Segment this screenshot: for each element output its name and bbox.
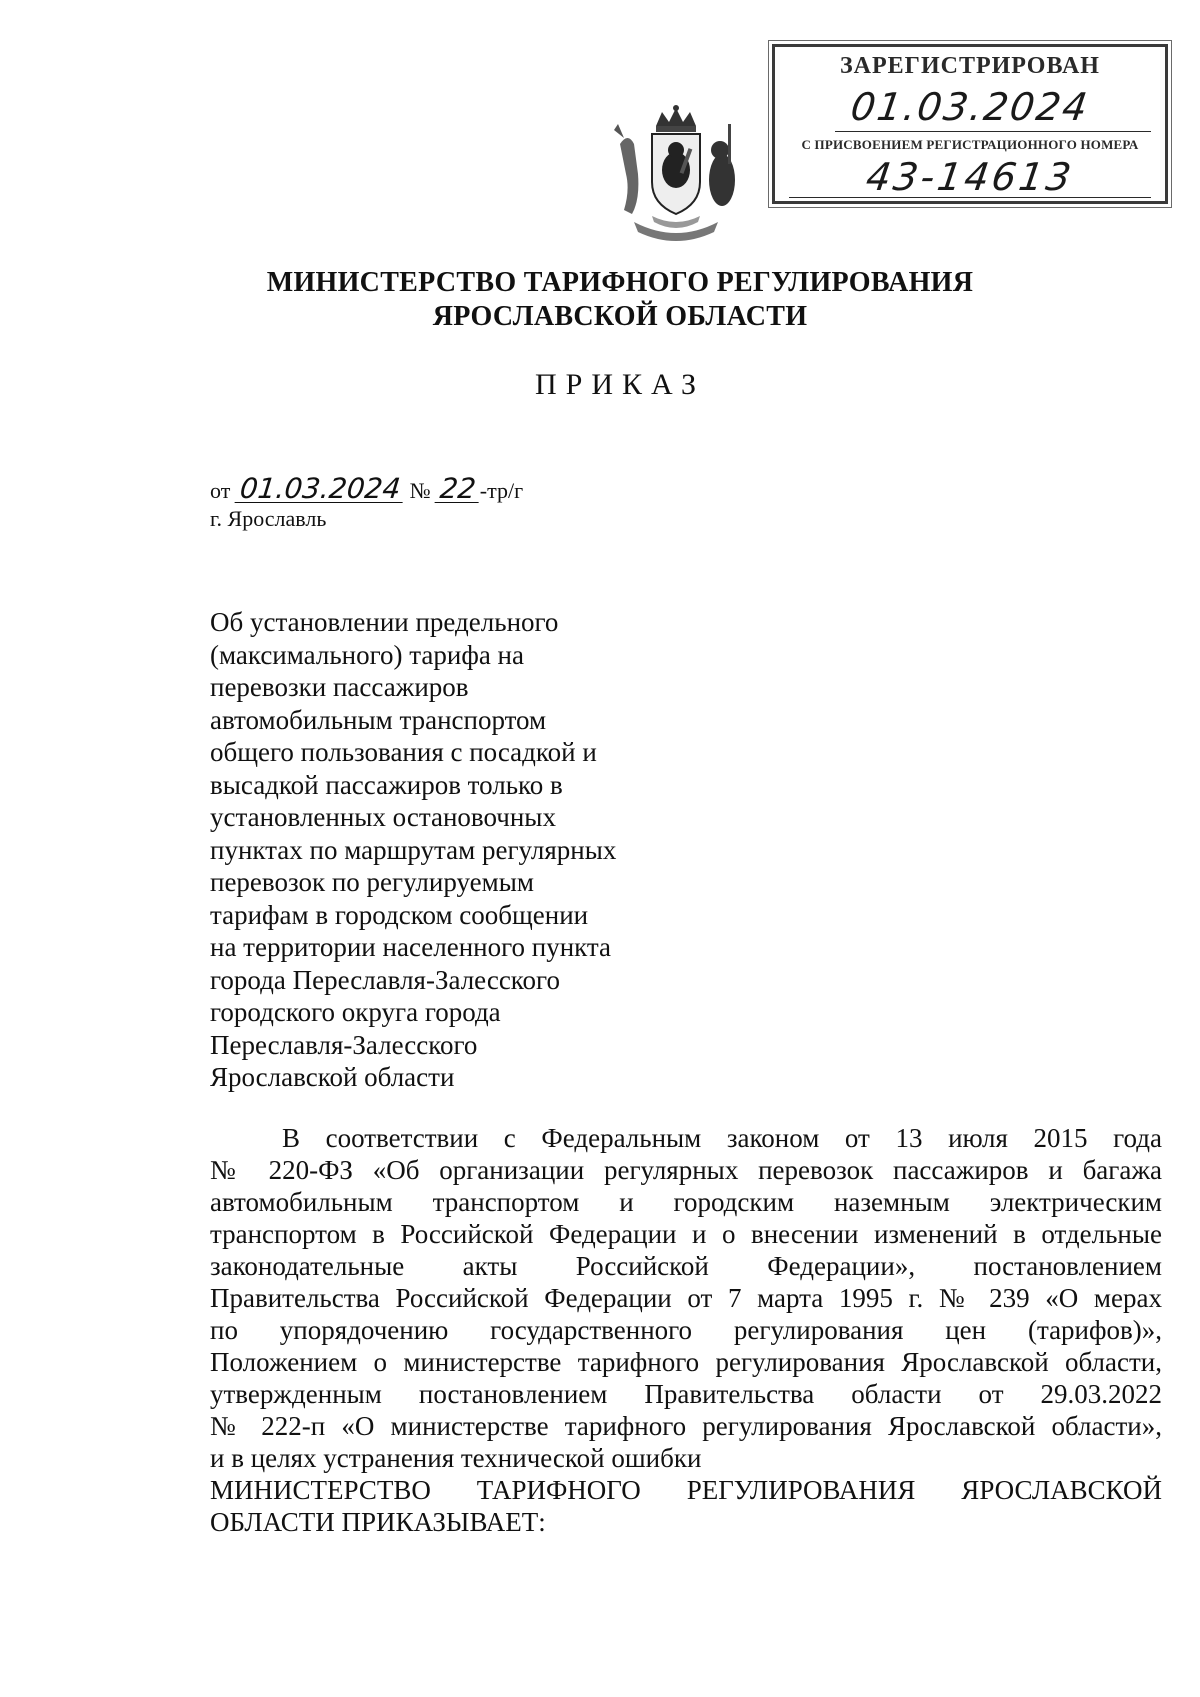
body-line: Положением о министерстве тарифного регулирования Ярославской области, [210, 1347, 1162, 1377]
subject-line: городского округа города [210, 997, 501, 1027]
body-line: № 222-п «О министерстве тарифного регулирования Ярославской области», [210, 1411, 1162, 1441]
body-line: МИНИСТЕРСТВО ТАРИФНОГО РЕГУЛИРОВАНИЯ ЯРОСЛАВСКОЙ [210, 1475, 1162, 1505]
subject-line: Ярославской области [210, 1062, 455, 1092]
from-label: от [210, 478, 231, 503]
body-line: № 220-ФЗ «Об организации регулярных перевозок пассажиров и багажа [210, 1155, 1162, 1185]
order-number: 22 [435, 476, 481, 503]
order-date: 01.03.2024 [234, 476, 405, 503]
order-subject [210, 606, 670, 1094]
order-city: г. Ярославль [210, 506, 327, 531]
stamp-divider [789, 197, 1151, 198]
stamp-title: ЗАРЕГИСТРИРОВАН [840, 53, 1100, 79]
subject-line: высадкой пассажиров только в [210, 769, 563, 800]
subject-line: перевозок по регулируемым [210, 867, 534, 897]
document-type: ПРИКАЗ [535, 368, 705, 401]
subject-line: установленных остановочных [210, 802, 556, 832]
coat-of-arms-icon [612, 104, 740, 244]
body-line: автомобильным транспортом и городским наземным электрическим [210, 1187, 1162, 1217]
body-line: транспортом в Российской Федерации и о внесении изменений в отдельные [210, 1219, 1162, 1249]
order-suffix: -тр/г [479, 478, 524, 503]
subject-line: Переславля-Залесского [210, 1029, 478, 1060]
subject-line: автомобильным транспортом [210, 704, 547, 735]
ministry-line-2: ЯРОСЛАВСКОЙ ОБЛАСТИ [432, 301, 808, 332]
order-preamble [210, 1122, 1162, 1538]
stamp-divider [835, 131, 1151, 132]
stamp-subtitle: С ПРИСВОЕНИЕМ РЕГИСТРАЦИОННОГО НОМЕРА [801, 137, 1139, 152]
body-line: и в целях устранения технической ошибки [210, 1443, 702, 1473]
body-line: утвержденным постановлением Правительства области от 29.03.2022 [210, 1379, 1162, 1409]
subject-line: Об установлении предельного [210, 607, 559, 637]
subject-line: города Переславля-Залесского [210, 964, 560, 995]
subject-line: на территории населенного пункта [210, 932, 612, 962]
ministry-line-1: МИНИСТЕРСТВО ТАРИФНОГО РЕГУЛИРОВАНИЯ [266, 267, 974, 298]
subject-line: (максимального) тарифа на [210, 639, 524, 670]
number-label: № [409, 478, 431, 503]
body-line: Правительства Российской Федерации от 7 марта 1995 г. № 239 «О мерах [210, 1283, 1162, 1313]
body-line: ОБЛАСТИ ПРИКАЗЫВАЕТ: [210, 1507, 546, 1537]
stamp-registration-number: 43-14613 [863, 155, 1077, 199]
subject-line: общего пользования с посадкой и [210, 737, 597, 767]
subject-line: пунктах по маршрутам регулярных [210, 834, 617, 865]
subject-line: перевозки пассажиров [210, 672, 469, 702]
ministry-name [200, 266, 1040, 334]
subject-line: тарифам в городском сообщении [210, 899, 589, 930]
body-line: законодательные акты Российской Федерации», постановлением [210, 1251, 1162, 1281]
registration-stamp [772, 44, 1168, 204]
body-line: В соответствии с Федеральным законом от 13 июля 2015 года [282, 1123, 1162, 1153]
body-line: по упорядочению государственного регулирования цен (тарифов)», [210, 1315, 1162, 1345]
stamp-date: 01.03.2024 [848, 85, 1092, 129]
order-date-line [210, 472, 524, 505]
